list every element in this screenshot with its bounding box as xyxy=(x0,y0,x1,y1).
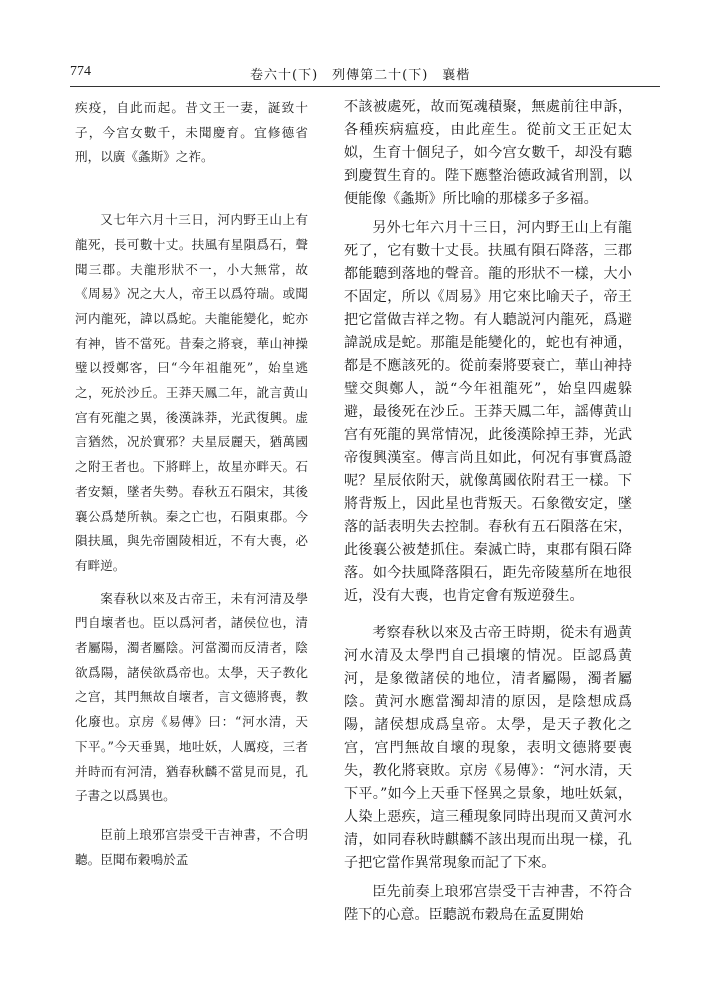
classical-paragraph: 疾疫，自此而起。昔文王一妻，誕致十子，今宫女數千，未聞慶育。宜修德省刑，以廣《螽斯》之祚。 xyxy=(75,100,308,165)
running-head: 卷六十(下) 列傳第二十(下) 襄楷 xyxy=(250,68,471,83)
translation-paragraph: 考察春秋以來及古帝王時期，從未有過黄河水清及太學門自己損壞的情况。臣認爲黄河，是象徵諸侯的地位，清者屬陽，濁者屬陰。黄河水應當濁却清的原因，是陰想成爲陽，諸侯想成爲皇帝。太學，是天子教化之宫，宫門無故自壞的現象，表明文德將要喪失，教化將衰敗。京房《易傳》：“河水清，天下平。”如今上天垂下怪異之景象，地吐妖氣，人染上惡疾，這三種現象同時出現而又黄河水清，如同春秋時麒麟不該出現而出現一樣，孔子把它當作異常現象而記了下來。 xyxy=(344,625,632,871)
classical-paragraph: 又七年六月十三日，河内野王山上有龍死，長可數十丈。扶風有星隕爲石，聲聞三郡。夫龍形狀不一，小大無常，故《周易》况之大人，帝王以爲符瑞。或聞河内龍死，諱以爲蛇。夫龍能變化，蛇亦有神，皆不當死。昔秦之將衰，華山神操璧以授鄭客，曰“今年祖龍死”，始皇逃之，死於沙丘。王莽天鳳二年，訛言黄山宫有死龍之異，後漢誅莽，光武復興。虚言猶然，况於實邪？夫星辰麗天，猶萬國之附王者也。下將畔上，故星亦畔天。石者安類，墜者失勢。春秋五石隕宋，其後襄公爲楚所執。秦之亡也，石隕東郡。今隕扶風，與先帝園陵相近，不有大喪，必有畔逆。 xyxy=(75,212,308,573)
page-header xyxy=(70,62,660,86)
translation-column xyxy=(344,96,632,927)
translation-paragraph: 另外七年六月十三日，河内野王山上有龍死了，它有數十丈長。扶風有隕石降落，三郡都能聽到落地的聲音。龍的形狀不一樣，大小不固定，所以《周易》用它來比喻天子，帝王把它當做吉祥之物。有人聽説河内龍死，爲避諱説成是蛇。那龍是能變化的，蛇也有神通，都是不應該死的。從前秦將要衰亡，華山神持璧交與鄭人，説“今年祖龍死”，始皇四處躲避，最後死在沙丘。王莽天鳳二年，謡傳黄山宫有死龍的異常情况，此後漢除掉王莽，光武帝復興漢室。傳言尚且如此，何况有事實爲證呢？星辰依附天，就像萬國依附君王一樣。下將背叛上，因此星也背叛天。石象徵安定，墜落的話表明失去控制。春秋有五石隕落在宋，此後襄公被楚抓住。秦滅亡時，東郡有隕石降落。如今扶風降落隕石，距先帝陵墓所在地很近，没有大喪，也肯定會有叛逆發生。 xyxy=(344,220,632,604)
header-rule xyxy=(70,86,660,87)
classical-paragraph: 案春秋以來及古帝王，未有河清及學門自壞者也。臣以爲河者，諸侯位也，清者屬陽，濁者屬陰。河當濁而反清者，陰欲爲陽，諸侯欲爲帝也。太學，天子教化之宫，其門無故自壞者，言文德將喪，教化廢也。京房《易傳》曰：“河水清，天下平。”今天垂異，地吐妖，人厲疫，三者并時而有河清，猶春秋麟不當見而見，孔子書之以爲異也。 xyxy=(75,590,308,804)
classical-paragraph: 臣前上琅邪宫崇受干吉神書，不合明聽。臣聞布穀鳴於孟 xyxy=(75,826,308,867)
classical-text-column xyxy=(75,96,308,872)
translation-paragraph: 臣先前奏上琅邪宫崇受干吉神書，不符合陛下的心意。臣聽説布穀鳥在孟夏開始 xyxy=(344,884,632,923)
page-number: 774 xyxy=(70,64,91,79)
translation-paragraph: 不該被處死，故而冤魂積聚，無處前往申訴，各種疾病瘟疫，由此産生。從前文王正妃太姒，生育十個兒子，如今宫女數千，却没有聽到慶賀生育的。陛下應整治德政減省刑罰，以便能像《螽斯》所比喻的那樣多子多福。 xyxy=(344,99,632,207)
